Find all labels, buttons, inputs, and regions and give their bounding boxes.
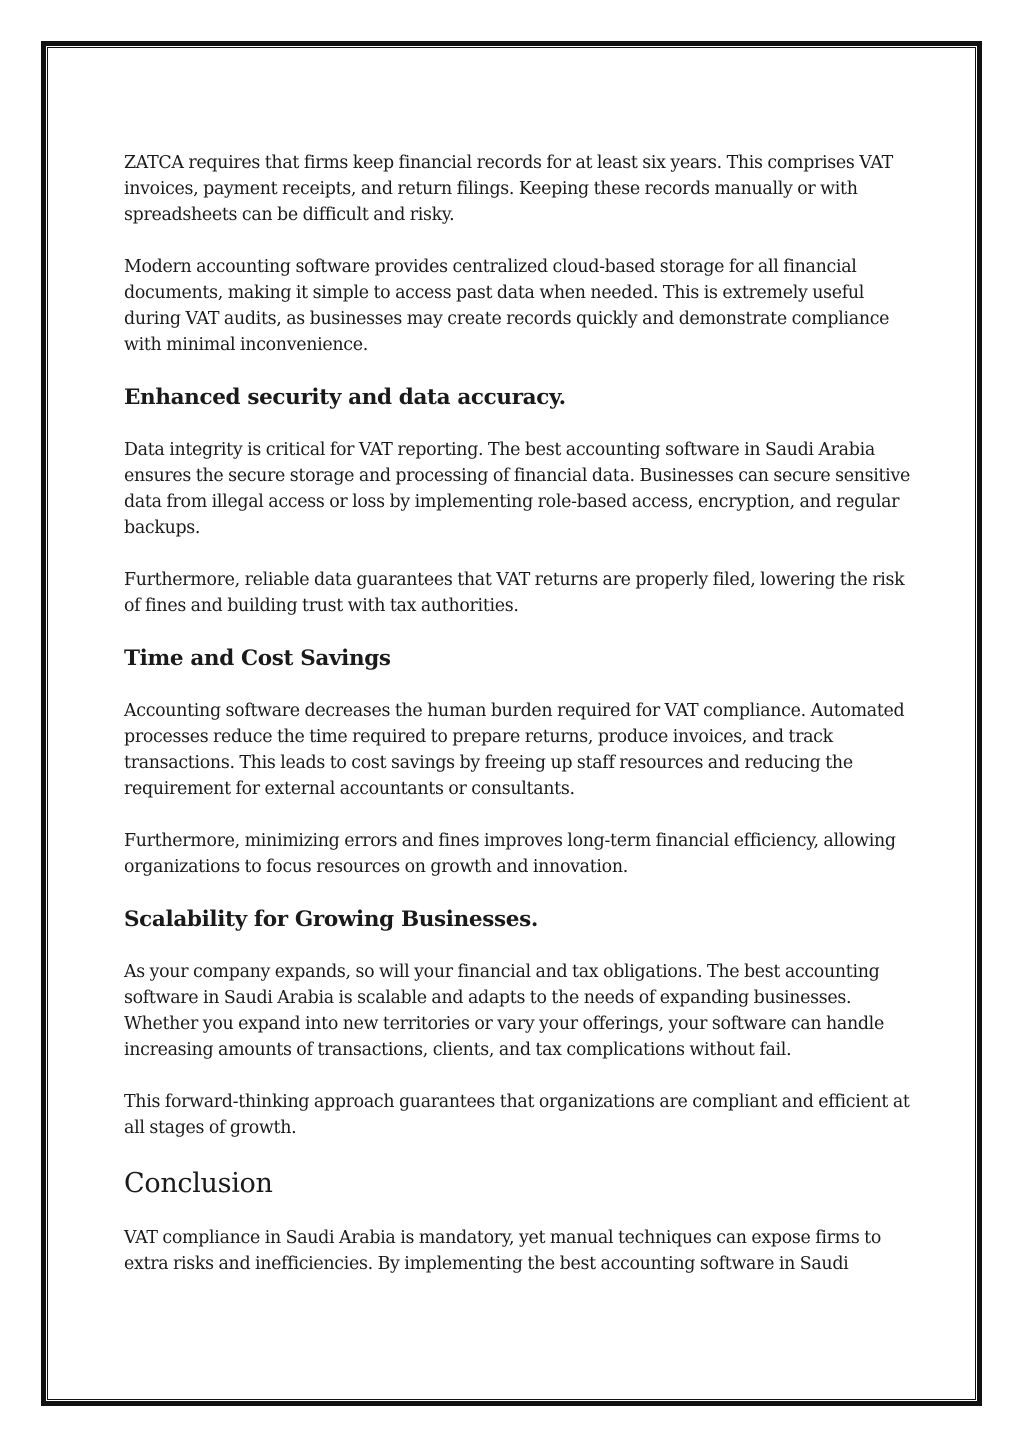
document-body — [124, 150, 914, 1303]
body-paragraph: Furthermore, minimizing errors and fines improves long-term financial efficiency, allowing organizations to focus resources on growth and innovation. — [124, 831, 896, 877]
section-heading-security: Enhanced security and data accuracy. — [124, 385, 566, 410]
section-heading-time-cost: Time and Cost Savings — [124, 646, 391, 671]
conclusion-heading: Conclusion — [124, 1168, 273, 1199]
body-paragraph: As your company expands, so will your financial and tax obligations. The best accounting software in Saudi Arabia is scalable and adapts to the needs of expanding businesses. Whether you expand into new territories or vary your offerings, your software can handle increasing amounts of transactions, clients, and tax complications without fail. — [124, 962, 884, 1060]
conclusion-paragraph: VAT compliance in Saudi Arabia is mandatory, yet manual techniques can expose firms to extra risks and inefficiencies. By implementing the best accounting software in Saudi — [124, 1228, 882, 1274]
body-paragraph: Furthermore, reliable data guarantees that VAT returns are properly filed, lowering the risk of fines and building trust with tax authorities. — [124, 570, 905, 616]
body-paragraph: Accounting software decreases the human burden required for VAT compliance. Automated processes reduce the time required to prepare returns, produce invoices, and track transactions. This leads to cost savings by freeing up staff resources and reducing the requirement for external accountants or consultants. — [124, 701, 905, 799]
body-paragraph: Data integrity is critical for VAT reporting. The best accounting software in Saudi Arabia ensures the secure storage and processing of financial data. Businesses can secure sensitive data from illegal access or loss by implementing role-based access, encryption, and regular backups. — [124, 440, 910, 538]
body-paragraph: ZATCA requires that firms keep financial records for at least six years. This comprises VAT invoices, payment receipts, and return filings. Keeping these records manually or with spreadsheets can be difficult and risky. — [124, 153, 893, 225]
body-paragraph: This forward-thinking approach guarantees that organizations are compliant and efficient at all stages of growth. — [124, 1092, 910, 1138]
section-heading-scalability: Scalability for Growing Businesses. — [124, 907, 538, 932]
body-paragraph: Modern accounting software provides centralized cloud-based storage for all financial documents, making it simple to access past data when needed. This is extremely useful during VAT audits, as businesses may create records quickly and demonstrate compliance with minimal inconvenience. — [124, 257, 890, 355]
